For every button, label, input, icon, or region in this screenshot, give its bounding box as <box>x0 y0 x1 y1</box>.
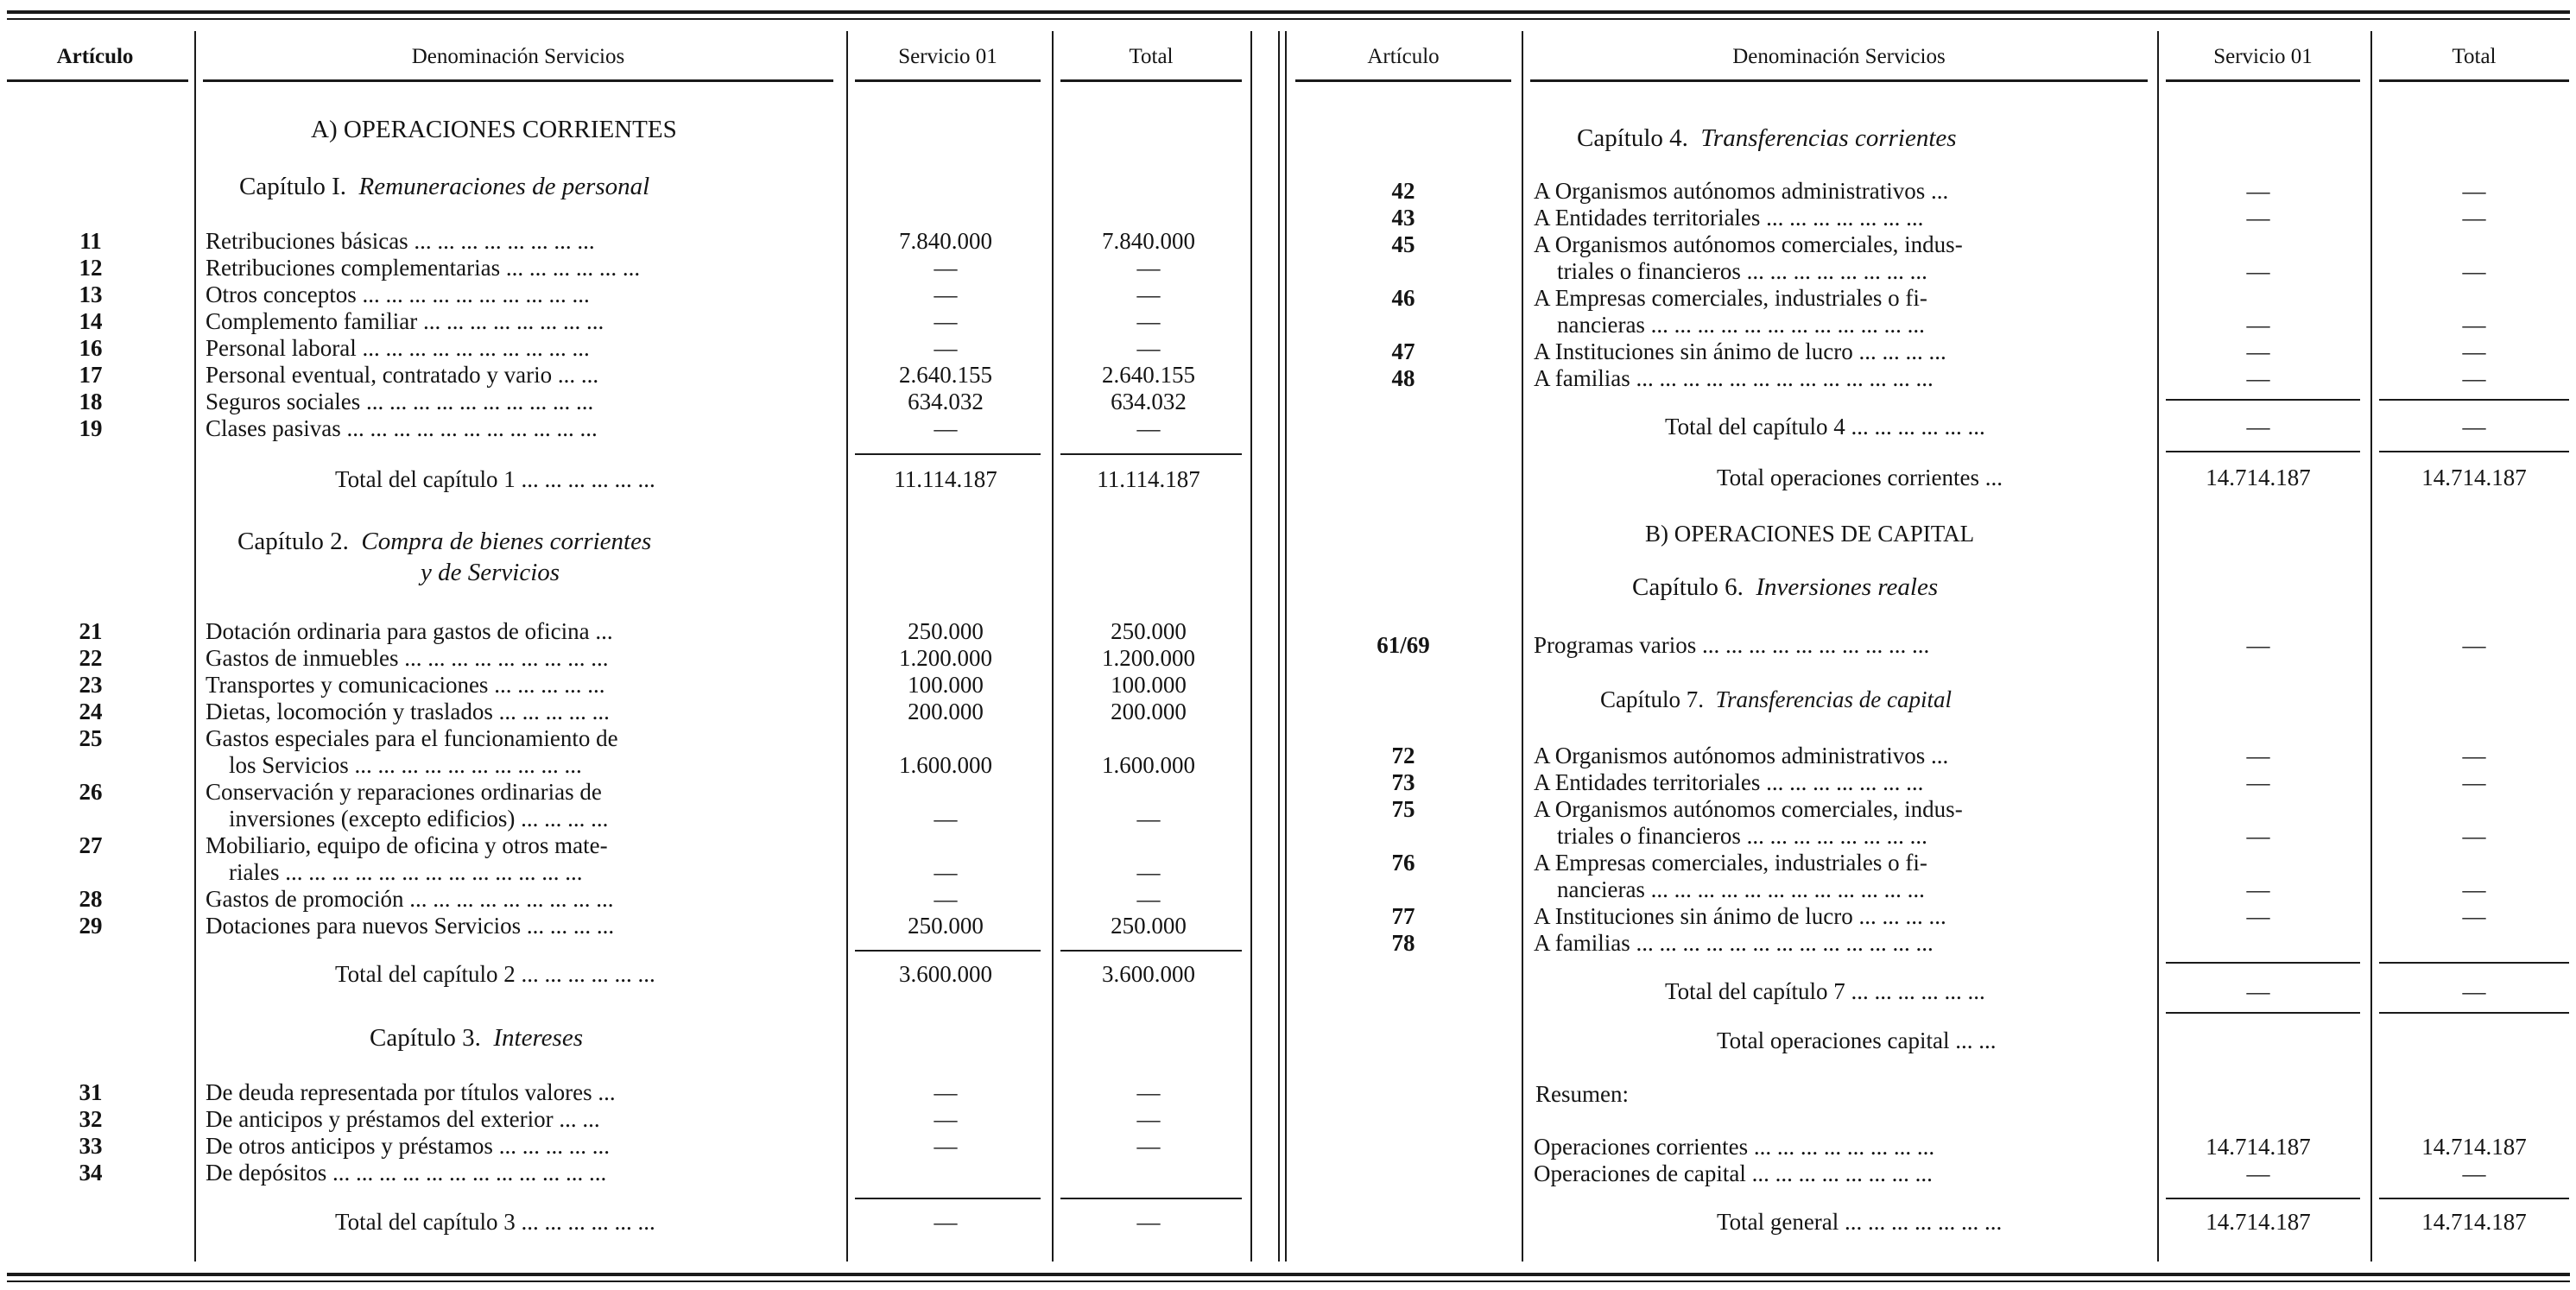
row-articulo: 33 <box>79 1133 103 1159</box>
row-total-value: 2.640.155 <box>1102 362 1195 388</box>
header-articulo: Artículo <box>56 45 134 68</box>
header-total: Total <box>2452 45 2497 68</box>
row-articulo: 29 <box>79 913 103 939</box>
row-denominacion: Otros conceptos ... ... ... ... ... ... ... ... ... ... <box>206 281 590 307</box>
row-total-value: 100.000 <box>1111 672 1187 698</box>
row-denominacion: Complemento familiar ... ... ... ... ... ... ... ... <box>206 308 604 334</box>
row-articulo: 43 <box>1391 205 1415 231</box>
row-articulo: 45 <box>1391 231 1415 257</box>
row-denominacion: Gastos de inmuebles ... ... ... ... ... ... ... ... ... <box>206 645 609 671</box>
row-denominacion: triales o financieros ... ... ... ... ... ... ... ... <box>1534 258 1927 284</box>
cap4-heading <box>1577 125 1957 152</box>
row-total-value: — <box>2462 632 2486 658</box>
row-articulo: 21 <box>79 618 103 644</box>
cap7-total-label: Total del capítulo 7 ... ... ... ... ... ... <box>1665 978 1985 1004</box>
row-total-value: — <box>1136 806 1161 832</box>
row-servicio-value: 2.640.155 <box>899 362 992 388</box>
row-denominacion: Personal laboral ... ... ... ... ... ... ... ... ... ... <box>206 335 590 361</box>
cap4-title: Transferencias corrientes <box>1700 124 1957 152</box>
row-total-value: — <box>1136 859 1161 885</box>
row-articulo: 22 <box>79 645 103 671</box>
subtotal-rule <box>1060 453 1242 455</box>
row-servicio-value: — <box>2246 876 2270 902</box>
row-total-value: — <box>1136 1106 1161 1132</box>
row-total-value: — <box>2462 365 2486 391</box>
row-articulo: 17 <box>79 362 103 388</box>
row-articulo: 12 <box>79 255 103 281</box>
center-rule <box>1285 31 1287 1262</box>
row-total-value: — <box>1136 886 1161 912</box>
row-servicio-value: — <box>934 281 958 307</box>
cap2-heading <box>237 528 651 555</box>
cap1-total-label: Total del capítulo 1 ... ... ... ... ... ... <box>335 466 655 492</box>
row-servicio-value: — <box>934 1133 958 1159</box>
col-rule <box>194 31 196 1262</box>
section-b-title: B) OPERACIONES DE CAPITAL <box>1645 521 1975 547</box>
subtotal-rule <box>2379 962 2569 964</box>
row-denominacion: De depósitos ... ... ... ... ... ... ... ... ... ... ... ... <box>206 1160 607 1186</box>
row-servicio-value: — <box>934 1079 958 1105</box>
cap3-total-total: — <box>1136 1209 1161 1235</box>
row-servicio-value: — <box>934 335 958 361</box>
bottom-rule <box>7 1273 2570 1276</box>
row-servicio-value: 250.000 <box>908 913 984 939</box>
top-rule <box>7 10 2570 14</box>
header-underline <box>203 79 833 82</box>
row-servicio-value: — <box>2246 743 2270 768</box>
col-rule <box>1522 31 1523 1262</box>
row-denominacion: A Empresas comerciales, industriales o fi- <box>1534 285 1927 311</box>
total-general-servicio: 14.714.187 <box>2206 1209 2311 1235</box>
cap7-prefix: Capítulo 7. <box>1600 686 1704 712</box>
header-underline <box>855 79 1041 82</box>
cap1-heading <box>239 174 649 200</box>
row-total-value: — <box>1136 281 1161 307</box>
header-underline <box>2166 79 2360 82</box>
row-servicio-value: — <box>2246 178 2270 204</box>
subtotal-rule <box>2379 451 2569 452</box>
row-servicio-value: — <box>934 886 958 912</box>
row-total-value: — <box>2462 769 2486 795</box>
subtotal-rule <box>2379 1012 2569 1014</box>
row-articulo: 72 <box>1391 743 1415 768</box>
row-articulo: 47 <box>1391 338 1415 364</box>
row-denominacion: A Empresas comerciales, industriales o fi- <box>1534 850 1927 876</box>
subtotal-rule <box>855 453 1041 455</box>
row-total-value: 7.840.000 <box>1102 228 1195 254</box>
total-corrientes-total: 14.714.187 <box>2421 465 2527 490</box>
row-total-value: 14.714.187 <box>2421 1134 2527 1160</box>
row-denominacion: A Entidades territoriales ... ... ... ... ... ... ... <box>1534 205 1924 231</box>
cap2-title-line1: Compra de bienes corrientes <box>361 528 652 555</box>
cap7-total-servicio: — <box>2246 978 2270 1004</box>
cap3-heading <box>370 1025 583 1052</box>
row-servicio-value: — <box>2246 258 2270 284</box>
row-servicio-value: 14.714.187 <box>2206 1134 2311 1160</box>
row-denominacion: inversiones (excepto edificios) ... ... ... ... <box>206 806 609 832</box>
col-rule <box>1250 31 1252 1262</box>
row-servicio-value: — <box>2246 312 2270 338</box>
subtotal-rule <box>2166 962 2360 964</box>
row-articulo: 28 <box>79 886 103 912</box>
row-articulo: 76 <box>1391 850 1415 876</box>
row-servicio-value: — <box>2246 1160 2270 1186</box>
subtotal-rule <box>1060 1198 1242 1199</box>
subtotal-rule <box>1060 950 1242 952</box>
row-denominacion: los Servicios ... ... ... ... ... ... ... ... ... ... <box>206 752 582 778</box>
cap7-total-total: — <box>2462 978 2486 1004</box>
cap7-heading <box>1600 686 1952 713</box>
cap4-total-servicio: — <box>2246 414 2270 439</box>
row-articulo: 13 <box>79 281 103 307</box>
total-corrientes-label: Total operaciones corrientes ... <box>1717 465 2003 490</box>
cap4-prefix: Capítulo 4. <box>1577 124 1688 152</box>
row-articulo: 34 <box>79 1160 103 1186</box>
cap6-title: Inversiones reales <box>1756 573 1939 601</box>
cap3-total-servicio: — <box>934 1209 958 1235</box>
row-servicio-value: 200.000 <box>908 699 984 724</box>
row-denominacion: Retribuciones básicas ... ... ... ... ... ... ... ... <box>206 228 595 254</box>
row-denominacion: Dotación ordinaria para gastos de oficina ... <box>206 618 613 644</box>
row-articulo: 31 <box>79 1079 103 1105</box>
row-servicio-value: 1.600.000 <box>899 752 992 778</box>
row-servicio-value: — <box>934 859 958 885</box>
row-articulo: 27 <box>79 832 103 858</box>
header-servicio: Servicio 01 <box>898 45 997 68</box>
row-articulo: 42 <box>1391 178 1415 204</box>
row-denominacion: Mobiliario, equipo de oficina y otros mate- <box>206 832 608 858</box>
subtotal-rule <box>2166 1012 2360 1014</box>
header-underline <box>1295 79 1511 82</box>
row-denominacion: nancieras ... ... ... ... ... ... ... ... ... ... ... ... <box>1534 876 1925 902</box>
row-articulo: 46 <box>1391 285 1415 311</box>
total-capital-label: Total operaciones capital ... ... <box>1717 1028 1997 1053</box>
col-rule <box>846 31 848 1262</box>
row-total-value: — <box>2462 823 2486 849</box>
cap6-prefix: Capítulo 6. <box>1632 573 1744 601</box>
row-servicio-value: 634.032 <box>908 389 984 414</box>
subtotal-rule <box>2166 451 2360 452</box>
total-general-total: 14.714.187 <box>2421 1209 2527 1235</box>
row-denominacion: A Instituciones sin ánimo de lucro ... ... ... ... <box>1534 903 1946 929</box>
row-total-value: — <box>1136 255 1161 281</box>
row-articulo: 78 <box>1391 930 1415 956</box>
row-servicio-value: 1.200.000 <box>899 645 992 671</box>
row-denominacion: Transportes y comunicaciones ... ... ... ... ... <box>206 672 605 698</box>
subtotal-rule <box>855 1198 1041 1199</box>
row-articulo: 48 <box>1391 365 1415 391</box>
row-denominacion: Operaciones corrientes ... ... ... ... ... ... ... ... <box>1534 1134 1935 1160</box>
row-articulo: 19 <box>79 415 103 441</box>
row-denominacion: A Instituciones sin ánimo de lucro ... ... ... ... <box>1534 338 1946 364</box>
section-a-title: A) OPERACIONES CORRIENTES <box>311 116 677 143</box>
row-total-value: — <box>2462 258 2486 284</box>
header-articulo: Artículo <box>1367 45 1440 68</box>
row-total-value: — <box>2462 1160 2486 1186</box>
row-denominacion: Operaciones de capital ... ... ... ... ... ... ... ... <box>1534 1160 1933 1186</box>
row-total-value: — <box>1136 335 1161 361</box>
row-total-value: — <box>1136 1133 1161 1159</box>
header-underline <box>2379 79 2569 82</box>
subtotal-rule <box>2166 1198 2360 1199</box>
cap2-total-label: Total del capítulo 2 ... ... ... ... ... ... <box>335 961 655 987</box>
row-denominacion: riales ... ... ... ... ... ... ... ... ... ... ... ... ... <box>206 859 583 885</box>
row-denominacion: A Entidades territoriales ... ... ... ... ... ... ... <box>1534 769 1924 795</box>
row-total-value: — <box>2462 903 2486 929</box>
cap3-title: Intereses <box>493 1024 584 1052</box>
row-denominacion: Dietas, locomoción y traslados ... ... ... ... ... <box>206 699 610 724</box>
row-articulo: 11 <box>79 228 102 254</box>
row-total-value: 1.200.000 <box>1102 645 1195 671</box>
header-underline <box>7 79 188 82</box>
total-corrientes-servicio: 14.714.187 <box>2206 465 2311 490</box>
row-total-value: — <box>1136 415 1161 441</box>
row-servicio-value: — <box>2246 903 2270 929</box>
row-servicio-value: — <box>934 415 958 441</box>
cap1-total-servicio: 11.114.187 <box>894 466 997 492</box>
row-articulo: 26 <box>79 779 103 805</box>
subtotal-rule <box>2166 399 2360 401</box>
header-denominacion: Denominación Servicios <box>1732 45 1946 68</box>
resumen-label: Resumen: <box>1535 1081 1629 1107</box>
row-total-value: — <box>2462 205 2486 231</box>
row-articulo: 77 <box>1391 903 1415 929</box>
row-total-value: 250.000 <box>1111 618 1187 644</box>
cap2-prefix: Capítulo 2. <box>237 528 349 555</box>
row-denominacion: Personal eventual, contratado y vario ... ... <box>206 362 599 388</box>
row-denominacion: Programas varios ... ... ... ... ... ... ... ... ... ... <box>1534 632 1930 658</box>
row-servicio-value: — <box>934 308 958 334</box>
header-denominacion: Denominación Servicios <box>411 45 625 68</box>
row-servicio-value: 100.000 <box>908 672 984 698</box>
row-servicio-value: — <box>934 1106 958 1132</box>
cap4-total-label: Total del capítulo 4 ... ... ... ... ... ... <box>1665 414 1985 439</box>
row-total-value: — <box>2462 876 2486 902</box>
row-denominacion: Gastos de promoción ... ... ... ... ... ... ... ... ... <box>206 886 614 912</box>
row-total-value: 634.032 <box>1111 389 1187 414</box>
subtotal-rule <box>2379 1198 2569 1199</box>
header-underline <box>1060 79 1242 82</box>
cap6-heading <box>1632 574 1938 601</box>
cap2-title-line2: y de Servicios <box>421 559 560 586</box>
row-articulo: 32 <box>79 1106 103 1132</box>
row-servicio-value: 7.840.000 <box>899 228 992 254</box>
row-articulo: 25 <box>79 725 103 751</box>
row-total-value: — <box>2462 338 2486 364</box>
row-articulo: 18 <box>79 389 103 414</box>
bottom-rule-thin <box>7 1281 2570 1282</box>
row-servicio-value: — <box>934 806 958 832</box>
header-underline <box>1530 79 2148 82</box>
row-articulo: 14 <box>79 308 103 334</box>
col-rule <box>2370 31 2372 1262</box>
row-denominacion: A Organismos autónomos administrativos ... <box>1534 178 1949 204</box>
subtotal-rule <box>855 950 1041 952</box>
cap7-title: Transferencias de capital <box>1715 686 1952 712</box>
header-servicio: Servicio 01 <box>2213 45 2313 68</box>
row-denominacion: A Organismos autónomos comerciales, indus- <box>1534 231 1963 257</box>
row-denominacion: Retribuciones complementarias ... ... ... ... ... ... <box>206 255 641 281</box>
cap3-total-label: Total del capítulo 3 ... ... ... ... ... ... <box>335 1209 655 1235</box>
row-denominacion: A familias ... ... ... ... ... ... ... ... ... ... ... ... ... <box>1534 930 1934 956</box>
row-servicio-value: — <box>2246 769 2270 795</box>
center-rule <box>1278 31 1280 1262</box>
cap1-title: Remuneraciones de personal <box>358 173 650 200</box>
row-denominacion: Clases pasivas ... ... ... ... ... ... ... ... ... ... ... <box>206 415 598 441</box>
row-articulo: 16 <box>79 335 103 361</box>
row-servicio-value: — <box>934 255 958 281</box>
row-denominacion: nancieras ... ... ... ... ... ... ... ... ... ... ... ... <box>1534 312 1925 338</box>
cap1-total-total: 11.114.187 <box>1097 466 1200 492</box>
row-total-value: — <box>2462 743 2486 768</box>
row-servicio-value: — <box>2246 632 2270 658</box>
row-denominacion: A familias ... ... ... ... ... ... ... ... ... ... ... ... ... <box>1534 365 1934 391</box>
row-servicio-value: — <box>2246 205 2270 231</box>
row-denominacion: De anticipos y préstamos del exterior ... ... <box>206 1106 600 1132</box>
total-general-label: Total general ... ... ... ... ... ... ... <box>1717 1209 2003 1235</box>
row-articulo: 75 <box>1391 796 1415 822</box>
row-denominacion: Conservación y reparaciones ordinarias de <box>206 779 602 805</box>
row-denominacion: Dotaciones para nuevos Servicios ... ... ... ... <box>206 913 615 939</box>
row-total-value: 200.000 <box>1111 699 1187 724</box>
col-rule <box>2157 31 2159 1262</box>
cap1-prefix: Capítulo I. <box>239 173 347 200</box>
row-denominacion: Gastos especiales para el funcionamiento de <box>206 725 618 751</box>
row-denominacion: De deuda representada por títulos valores ... <box>206 1079 616 1105</box>
row-total-value: 250.000 <box>1111 913 1187 939</box>
row-articulo: 23 <box>79 672 103 698</box>
subtotal-rule <box>2379 399 2569 401</box>
row-total-value: — <box>1136 1079 1161 1105</box>
row-denominacion: A Organismos autónomos comerciales, indus- <box>1534 796 1963 822</box>
row-total-value: — <box>1136 308 1161 334</box>
row-denominacion: De otros anticipos y préstamos ... ... ... ... ... <box>206 1133 610 1159</box>
row-servicio-value: — <box>2246 823 2270 849</box>
row-articulo: 61/69 <box>1377 632 1430 658</box>
header-total: Total <box>1129 45 1174 68</box>
row-denominacion: Seguros sociales ... ... ... ... ... ... ... ... ... ... <box>206 389 594 414</box>
cap2-total-total: 3.600.000 <box>1102 961 1195 987</box>
row-total-value: — <box>2462 178 2486 204</box>
top-rule-thin <box>7 18 2570 20</box>
row-denominacion: triales o financieros ... ... ... ... ... ... ... ... <box>1534 823 1927 849</box>
row-articulo: 73 <box>1391 769 1415 795</box>
row-total-value: 1.600.000 <box>1102 752 1195 778</box>
row-servicio-value: — <box>2246 365 2270 391</box>
row-total-value: — <box>2462 312 2486 338</box>
row-servicio-value: — <box>2246 338 2270 364</box>
row-articulo: 24 <box>79 699 103 724</box>
cap3-prefix: Capítulo 3. <box>370 1024 481 1052</box>
cap2-total-servicio: 3.600.000 <box>899 961 992 987</box>
col-rule <box>1052 31 1054 1262</box>
cap4-total-total: — <box>2462 414 2486 439</box>
row-servicio-value: 250.000 <box>908 618 984 644</box>
row-denominacion: A Organismos autónomos administrativos ... <box>1534 743 1949 768</box>
